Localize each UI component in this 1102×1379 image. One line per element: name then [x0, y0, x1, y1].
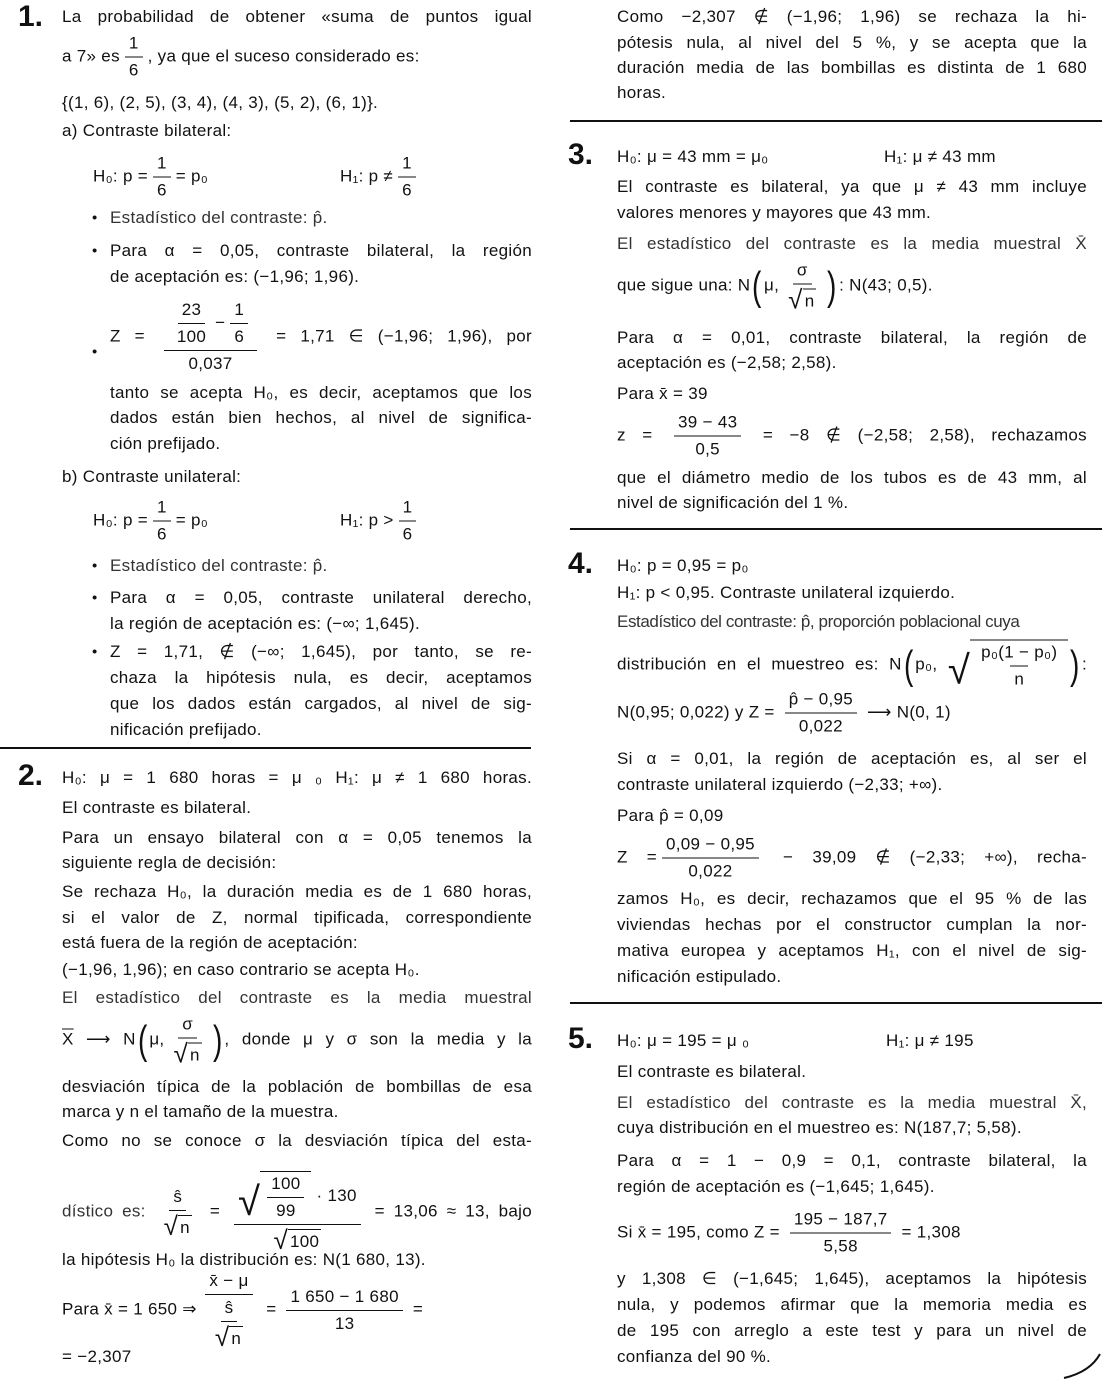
paren: ) [212, 1018, 223, 1062]
text-line: marca y n el tamaño de la muestra. [62, 1102, 339, 1121]
text-line: Si α = 0,01, la región de aceptación es, al ser el [617, 749, 1087, 768]
text-line: Como −2,307 ∉ (−1,96; 1,96) se rechaza la hi- [617, 7, 1087, 26]
hypothesis-h0: H₀: μ = 195 = μ ₀ [617, 1031, 750, 1050]
text: H₀: p = [93, 510, 148, 530]
text-line [62, 33, 532, 82]
bullet: • [92, 343, 98, 361]
text: , donde μ y σ son la media y la [224, 1029, 533, 1049]
fraction [785, 689, 857, 738]
fraction [234, 1171, 361, 1253]
arrow-icon: ⟶ [86, 1029, 111, 1049]
section-divider [570, 120, 1102, 122]
text-line: Para un ensayo bilateral con α = 0,05 tenemos la [62, 828, 532, 847]
text: : N(43; 0,5). [839, 275, 933, 295]
denominator: 5,58 [823, 1236, 858, 1256]
hypothesis-h0: H₀: p = 0,95 = p₀ [617, 556, 749, 575]
fraction [202, 1270, 256, 1350]
numerator: 1 [125, 33, 143, 58]
subheading: a) Contraste bilateral: [62, 121, 232, 140]
radicand: n [178, 1215, 192, 1239]
bullet: • [92, 643, 98, 661]
text: H₁: p ≠ [340, 166, 394, 186]
distribution-formula [62, 1014, 532, 1067]
hypothesis-h0: H₀: μ = 43 mm = μ₀ [617, 147, 769, 166]
problem-number: 3. [568, 138, 594, 171]
text: H₀: p = [93, 166, 148, 186]
text-line: Se rechaza H₀, la duración media es de 1 680 horas, [62, 882, 532, 901]
fraction [674, 412, 741, 461]
text-line: está fuera de la región de aceptación: [62, 933, 358, 952]
text: distribución en el muestreo es: N [617, 654, 902, 674]
denominator: 6 [156, 180, 167, 200]
paren: ( [137, 1018, 148, 1062]
text: z = [617, 425, 653, 445]
section-divider [0, 747, 531, 749]
numerator: 195 − 187,7 [790, 1209, 892, 1234]
numerator: 1 [398, 153, 416, 178]
text: p₀, [915, 654, 938, 674]
numerator: 1 [399, 497, 417, 522]
denominator: 6 [402, 524, 413, 544]
problem-number: 5. [568, 1022, 594, 1055]
z-formula [617, 412, 1087, 461]
text: = [266, 1299, 277, 1319]
text-line: que el diámetro medio de los tubos es de 43 mm, al [617, 468, 1087, 487]
text-line: cuya distribución en el muestreo es: N(187,7; 5,58). [617, 1118, 1022, 1137]
text-line: tanto se acepta H₀, es decir, aceptamos que los [110, 383, 532, 402]
z-formula [617, 834, 1087, 883]
numerator: p̂ − 0,95 [785, 689, 857, 714]
arrow-icon: ⟶ [867, 702, 892, 722]
hypothesis-h0 [93, 153, 208, 202]
text-line: de aceptación es: (−1,96; 1,96). [110, 267, 360, 286]
fraction [286, 1286, 402, 1335]
text-line: Estadístico del contraste: p̂. [110, 208, 328, 227]
fraction [662, 834, 759, 883]
text-line: nificación prefijado. [110, 720, 262, 739]
distribution-formula: que sigue una: N( μ, σ √ n ) : N(43; 0,5). [617, 260, 933, 315]
fraction: σ √ n [788, 260, 815, 315]
text-line: El estadístico del contraste es la media muestral [62, 988, 532, 1007]
text: = [412, 1299, 424, 1319]
text: − 39,09 ∉ (−2,33; +∞), recha- [782, 847, 1087, 867]
problem-number: 2. [18, 759, 44, 792]
text-line: Estadístico del contraste: p̂. [110, 556, 328, 575]
fraction [160, 1186, 196, 1239]
hypothesis-h1 [340, 497, 421, 546]
fraction [399, 497, 417, 546]
text: : [1081, 654, 1087, 674]
radicand: n [188, 1043, 202, 1067]
text: · 130 [316, 1185, 357, 1205]
fraction [173, 299, 210, 348]
fraction [398, 153, 416, 202]
numerator: 1 [230, 299, 248, 324]
z-formula [62, 1270, 532, 1350]
denominator: 13 [334, 1313, 355, 1333]
text: = 1,71 ∈ (−1,96; 1,96), por [276, 326, 532, 346]
bullet: • [92, 589, 98, 607]
numerator [164, 299, 257, 351]
numerator: 0,09 − 0,95 [662, 834, 759, 859]
text-line: contraste unilateral izquierdo (−2,33; +∞). [617, 775, 943, 794]
text: = 13,06 ≈ 13, bajo [374, 1201, 532, 1221]
numerator: 100 [267, 1173, 304, 1198]
fraction [169, 1014, 205, 1067]
problem-number: 4. [568, 547, 594, 580]
text-line: Para x̄ = 39 [617, 384, 708, 403]
radicand: n [803, 289, 817, 313]
bullet: • [92, 242, 98, 260]
text-line: El contraste es bilateral. [617, 1062, 807, 1081]
text-line: zamos H₀, es decir, rechazamos que el 95 % de las [617, 889, 1087, 908]
text-line: si el valor de Z, normal tipificada, correspondiente [62, 908, 532, 927]
numerator: 23 [178, 299, 206, 324]
numerator: ŝ [169, 1186, 186, 1211]
text: dístico es: [62, 1201, 146, 1221]
text-line: El contraste es bilateral. [62, 798, 252, 817]
text-line: La probabilidad de obtener «suma de puntos igual [62, 7, 532, 26]
fraction [790, 1209, 892, 1258]
text: = p₀ [175, 166, 209, 186]
denominator [169, 1039, 205, 1067]
text: $\overline{X}$ [62, 1029, 74, 1049]
denominator: n [1010, 666, 1028, 691]
text: = p₀ [175, 510, 209, 530]
text-line: horas. [617, 83, 667, 102]
text-line: = −2,307 [62, 1347, 132, 1366]
text-line: nificación estipulado. [617, 967, 782, 986]
hypothesis-h1: H₁: μ ≠ 43 mm [884, 147, 996, 166]
denominator: 100 [176, 327, 207, 346]
text-line: chaza la hipótesis nula, es decir, aceptamos [110, 668, 532, 687]
page-corner-decoration [1060, 1350, 1102, 1379]
hypothesis-h0 [93, 497, 208, 546]
section-divider [570, 528, 1102, 530]
text-line: región de aceptación es (−1,645; 1,645). [617, 1177, 935, 1196]
distribution-formula: distribución en el muestreo es: N( p₀, √ $\frac{\text{p₀(1 − p₀)}}{n}$ ) : [617, 640, 1087, 691]
text-line: Para p̂ = 0,09 [617, 806, 724, 825]
text-line: El estadístico del contraste es la media muestral X̄ [617, 234, 1087, 253]
denominator: 0,022 [688, 861, 733, 881]
text-line: Para α = 0,05, contraste bilateral, la región [110, 241, 532, 260]
text-line: {(1, 6), (2, 5), (3, 4), (4, 3), (5, 2), (6, 1)}. [62, 93, 379, 112]
text-line: siguiente regla de decisión: [62, 853, 277, 872]
text-line: Para α = 1 − 0,9 = 0,1, contraste bilateral, la [617, 1151, 1087, 1170]
denominator: 0,5 [695, 439, 720, 459]
fraction [164, 299, 257, 375]
text: N(0,95; 0,022) y Z = [617, 702, 775, 722]
text-line: duración media de las bombillas es distinta de 1 680 [617, 58, 1087, 77]
numerator: ŝ [221, 1297, 238, 1322]
text-line: y 1,308 ∈ (−1,645; 1,645), aceptamos la hipótesis [617, 1269, 1087, 1288]
text: N [737, 275, 751, 295]
std-formula [62, 1171, 532, 1253]
numerator: 1 [153, 497, 171, 522]
text-line: mativa europea y aceptamos H₁, con el nivel de sig- [617, 941, 1087, 960]
z-formula [617, 689, 1087, 738]
text: , ya que el suceso considerado es: [147, 46, 420, 66]
text: = −8 ∉ (−2,58; 2,58), rechazamos [762, 425, 1087, 445]
denominator: 0,037 [188, 354, 233, 373]
text-line: (−1,96, 1,96); en caso contrario se acepta H₀. [62, 960, 420, 979]
bullet: • [92, 557, 98, 575]
sqrt: √ $\frac{\text{p₀(1 − p₀)}}{n}$ [948, 640, 1068, 691]
numerator: 1 [153, 153, 171, 178]
radicand: 100 [288, 1229, 321, 1253]
problem-number: 1. [18, 0, 44, 33]
numerator: 1 650 − 1 680 [286, 1286, 402, 1311]
text: H₁: p > [340, 510, 394, 530]
sqrt: √ n [173, 1038, 200, 1069]
text-line: pótesis nula, al nivel del 5 %, y se acepta que la [617, 33, 1087, 52]
numerator: √ $\frac{100}{99}$ · 130 [234, 1171, 361, 1225]
text-line: Z = 1,71, ∉ (−∞; 1,645), por tanto, se re- [110, 642, 532, 661]
text-line: confianza del 90 %. [617, 1347, 772, 1366]
text: μ, [763, 275, 780, 295]
text-line: la región de aceptación es: (−∞; 1,645). [110, 614, 420, 633]
radicand: n [229, 1326, 243, 1350]
text: − [215, 312, 226, 332]
denominator: ŝ √ n [214, 1298, 242, 1352]
numerator: σ [178, 1014, 197, 1039]
z-formula [617, 1209, 1087, 1258]
denominator: 6 [402, 180, 412, 200]
text-line: Para α = 0,01, contraste bilateral, la región de [617, 328, 1087, 347]
numerator: σ [793, 260, 812, 285]
text-line: El estadístico del contraste es la media muestral X̄, [617, 1093, 1087, 1112]
text-line: Como no se conoce σ la desviación típica del esta- [62, 1131, 532, 1150]
fraction [153, 497, 171, 546]
text-line: que los dados están cargados, al nivel de sig- [110, 694, 532, 713]
text-line: aceptación es (−2,58; 2,58). [617, 353, 837, 372]
text: que sigue una: [617, 275, 733, 295]
text-line: desviación típica de la población de bombillas de esa [62, 1077, 532, 1096]
bullet: • [92, 209, 98, 227]
hypothesis-h1: H₁: μ ≠ 195 [886, 1031, 974, 1050]
text: = 1,308 [901, 1222, 961, 1242]
text-line: viviendas hechas por el constructor cumplan la nor- [617, 915, 1087, 934]
z-formula [110, 299, 532, 375]
text-line: dados están bien hechos, al nivel de significa- [110, 408, 532, 427]
section-divider [570, 1002, 1102, 1004]
fraction [230, 299, 248, 348]
denominator: 6 [128, 60, 139, 80]
text: Z = [617, 847, 658, 867]
text-line: nivel de significación del 1 %. [617, 493, 849, 512]
numerator: p₀(1 − p₀) [981, 642, 1058, 662]
text-line: H₀: μ = 1 680 horas = μ ₀ H₁: μ ≠ 1 680 horas. [62, 768, 532, 787]
fraction [125, 33, 143, 82]
text: Para x̄ = 1 650 ⇒ [62, 1299, 197, 1319]
text-line: Estadístico del contraste: p̂, proporción poblacional cuya [617, 612, 1020, 631]
text: N [123, 1029, 136, 1049]
denominator: 0,022 [798, 716, 843, 736]
hypothesis-h1: H₁: p < 0,95. Contraste unilateral izquierdo. [617, 583, 956, 602]
text-line: de 195 con arreglo a este test y para un nivel de [617, 1321, 1087, 1340]
text-line: El contraste es bilateral, ya que μ ≠ 43 mm incluye [617, 177, 1087, 196]
text: N(0, 1) [896, 702, 951, 722]
subheading: b) Contraste unilateral: [62, 467, 242, 486]
numerator: 39 − 43 [674, 412, 741, 437]
fraction [153, 153, 171, 202]
hypothesis-h1 [340, 153, 421, 202]
text: a 7» es [62, 46, 120, 66]
text: = [209, 1201, 221, 1221]
text: Z = [110, 326, 145, 346]
text-line: Para α = 0,05, contraste unilateral derecho, [110, 588, 532, 607]
denominator: 99 [276, 1201, 296, 1220]
text-line: ción prefijado. [110, 434, 221, 453]
text: μ, [149, 1029, 165, 1049]
text-line: la hipótesis H₀ la distribución es: N(1 680, 13). [62, 1250, 426, 1269]
numerator: x̄ − μ [205, 1270, 252, 1295]
text-line: nula, y podemos afirmar que la memoria media es [617, 1295, 1087, 1314]
denominator: √ n [163, 1210, 190, 1241]
denominator: 6 [156, 524, 167, 544]
denominator: √ 100 [273, 1225, 320, 1255]
text-line: valores menores y mayores que 43 mm. [617, 203, 932, 222]
text: Si x̄ = 195, como Z = [617, 1222, 780, 1242]
denominator: 6 [234, 327, 245, 346]
